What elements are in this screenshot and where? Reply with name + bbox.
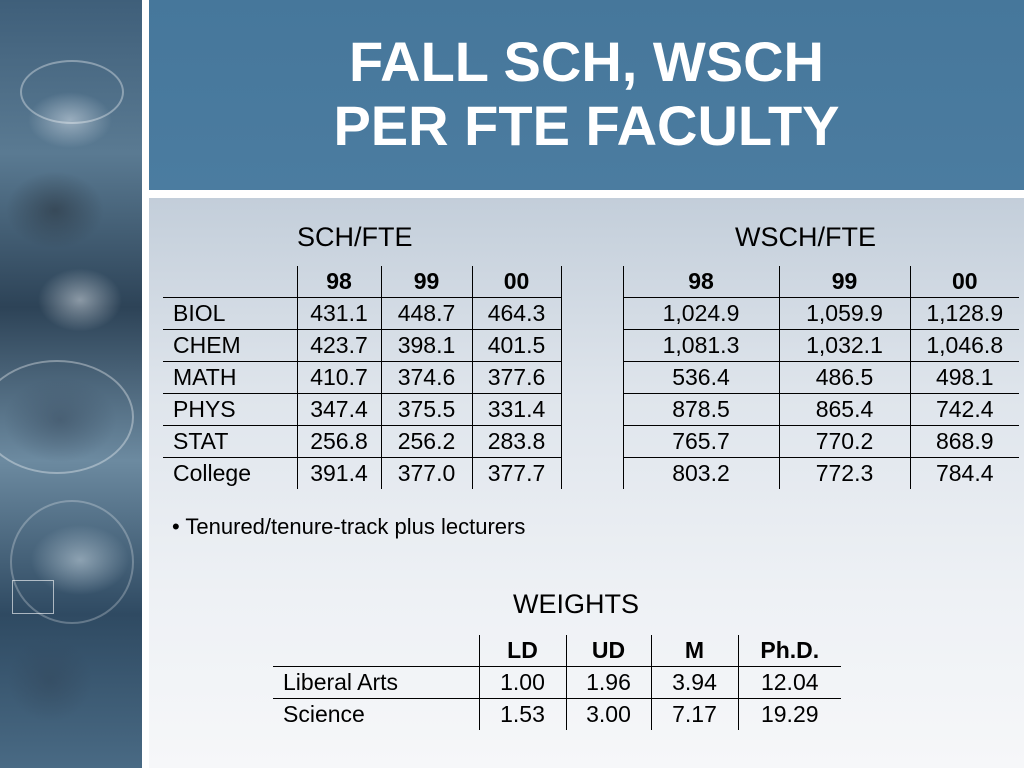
table-gap [561,330,623,362]
wsch-cell: 1,032.1 [779,330,910,362]
weights-column-header: UD [566,635,651,667]
weights-header-row [273,635,841,667]
wsch-cell: 1,081.3 [623,330,779,362]
table-gap [561,426,623,458]
sch-cell: 377.0 [381,458,472,490]
wsch-year-header: 98 [623,266,779,298]
row-label: STAT [163,426,297,458]
slide-title [149,30,1024,158]
row-label: PHYS [163,394,297,426]
wsch-cell: 772.3 [779,458,910,490]
weights-row-label: Science [273,699,479,731]
weights-column-header: M [651,635,738,667]
sch-cell: 347.4 [297,394,381,426]
sch-cell: 256.8 [297,426,381,458]
wsch-cell: 865.4 [779,394,910,426]
wsch-year-header: 00 [910,266,1019,298]
sch-year-header: 00 [472,266,561,298]
sch-cell: 256.2 [381,426,472,458]
horizontal-divider [149,190,1024,198]
wsch-cell: 803.2 [623,458,779,490]
sch-year-header: 98 [297,266,381,298]
decorative-swirl [20,60,124,124]
title-line-2: PER FTE FACULTY [333,94,840,157]
sch-cell: 464.3 [472,298,561,330]
sch-cell: 375.5 [381,394,472,426]
weights-cell: 1.53 [479,699,566,731]
sch-cell: 391.4 [297,458,381,490]
weights-table [273,635,841,730]
weights-row-label: Liberal Arts [273,667,479,699]
weights-row [273,699,841,731]
decorative-box [12,580,54,614]
header-blank-cell [273,635,479,667]
sch-cell: 283.8 [472,426,561,458]
sch-cell: 448.7 [381,298,472,330]
table-row [163,298,1019,330]
table-row [163,330,1019,362]
wsch-year-header: 99 [779,266,910,298]
sch-cell: 377.7 [487,460,546,486]
weights-cell: 3.00 [566,699,651,731]
wsch-cell: 765.7 [623,426,779,458]
row-label: CHEM [163,330,297,362]
weights-cell: 19.29 [760,701,819,727]
sch-cell: 374.6 [381,362,472,394]
decorative-image-strip [0,0,142,768]
table-row [163,394,1019,426]
wsch-cell: 1,046.8 [910,330,1019,362]
sch-cell: 431.1 [297,298,381,330]
table-gap [561,394,623,426]
wsch-cell: 1,024.9 [623,298,779,330]
sch-cell: 398.1 [381,330,472,362]
row-label: MATH [163,362,297,394]
sch-year-header: 99 [381,266,472,298]
table-row [163,458,1019,490]
vertical-divider [142,0,149,768]
weights-column-header: LD [479,635,566,667]
weights-cell: 1.00 [479,667,566,699]
table-gap [561,266,623,298]
table-gap [561,458,623,490]
wsch-cell: 868.9 [910,426,1019,458]
wsch-cell: 536.4 [623,362,779,394]
wsch-cell: 486.5 [779,362,910,394]
table-row [163,362,1019,394]
table-row [163,426,1019,458]
sch-wsch-table [163,266,1019,489]
weights-header: WEIGHTS [513,589,639,619]
sch-cell: 377.6 [472,362,561,394]
wsch-fte-header: WSCH/FTE [735,222,876,252]
wsch-cell: 770.2 [779,426,910,458]
wsch-cell: 878.5 [623,394,779,426]
sch-cell: 331.4 [472,394,561,426]
weights-cell: 7.17 [651,699,738,731]
sch-cell: 423.7 [297,330,381,362]
wsch-cell: 498.1 [910,362,1019,394]
weights-cell: 3.94 [651,667,738,699]
sch-fte-header: SCH/FTE [297,222,413,252]
weights-row [273,667,841,699]
table-gap [561,362,623,394]
row-label: College [163,458,297,490]
wsch-cell: 742.4 [910,394,1019,426]
wsch-cell: 1,059.9 [779,298,910,330]
footnote: • Tenured/tenure-track plus lecturers [172,514,526,539]
wsch-cell: 784.4 [935,460,994,486]
weights-column-header: Ph.D. [738,635,841,667]
table-gap [561,298,623,330]
row-label: BIOL [163,298,297,330]
wsch-cell: 1,128.9 [910,298,1019,330]
sch-cell: 401.5 [472,330,561,362]
sch-cell: 410.7 [297,362,381,394]
title-line-1: FALL SCH, WSCH [349,30,824,93]
header-blank-cell [163,266,297,298]
table-header-row [163,266,1019,298]
weights-cell: 12.04 [738,667,841,699]
weights-cell: 1.96 [566,667,651,699]
decorative-swirl [0,360,134,474]
